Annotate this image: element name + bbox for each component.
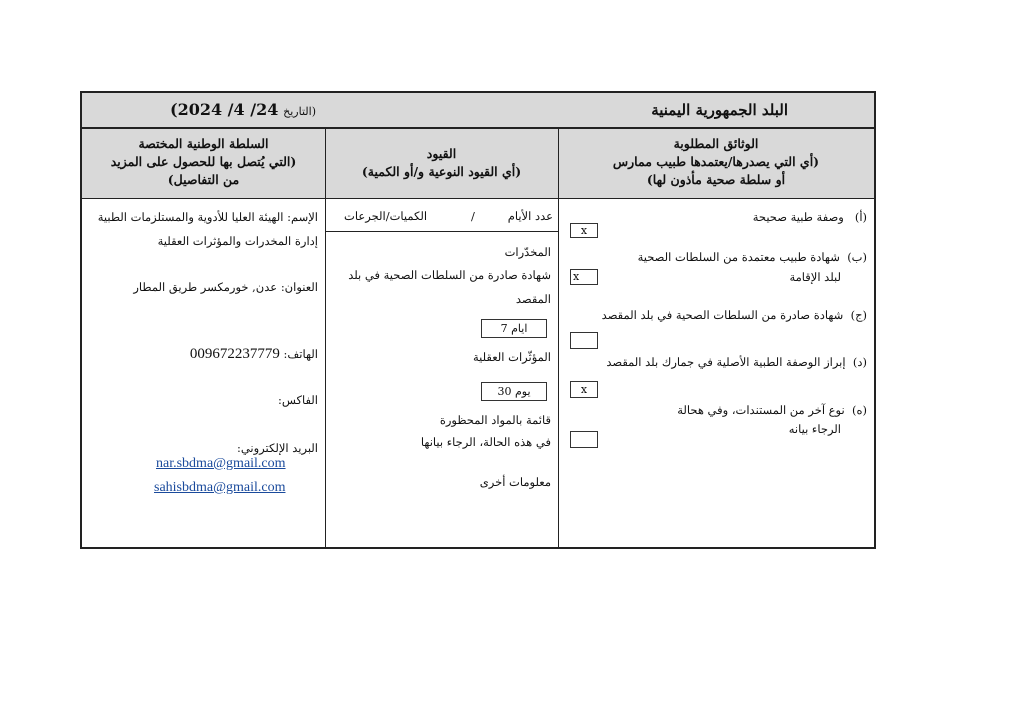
doc-item-e-line2: الرجاء بيانه [788, 422, 841, 436]
address-label: العنوان: [280, 280, 318, 294]
email-link-2[interactable]: sahisbdma@gmail.com [154, 480, 286, 495]
days-label: عدد الأيام [507, 209, 553, 223]
doc-text: نوع آخر من المستندات، وفي هحالة [677, 403, 845, 417]
authority-column-header [82, 129, 325, 199]
doc-label: (ب) [847, 250, 867, 264]
name-label: الإسم: [287, 210, 318, 224]
checkbox-b[interactable]: x [570, 269, 598, 285]
doc-text: إبراز الوصفة الطبية الأصلية في جمارك بلد المقصد [606, 355, 846, 369]
doc-item-b-line2: لبلد الإقامة [789, 270, 841, 284]
authority-subtitle-2: من التفاصيل) [167, 172, 240, 187]
authority-dept: إدارة المخدرات والمؤثرات العقلية [157, 234, 318, 248]
country-label: البلد الجمهورية اليمنية [651, 101, 788, 119]
doc-item-c [602, 308, 867, 322]
documents-subtitle-2: أو سلطة صحية مأذون لها) [646, 172, 786, 187]
doc-label: (ه) [852, 403, 867, 417]
authority-name [98, 210, 318, 224]
email-label: البريد الإلكتروني: [236, 441, 318, 455]
checkbox-d[interactable]: x [570, 381, 598, 398]
doc-item-b [638, 250, 867, 264]
phone-value: 009672237779 [189, 346, 280, 362]
authority-subtitle-1: (التي يُتصل بها للحصول على المزيد [110, 154, 297, 169]
narcotics-label: المخدّرات [504, 245, 551, 259]
separator: / [470, 209, 475, 223]
date-prefix: (التاريخ [283, 105, 316, 118]
doc-text: شهادة طبيب معتمدة من السلطات الصحية [637, 250, 840, 264]
checkbox-a[interactable]: x [570, 223, 598, 238]
date-label [170, 100, 316, 119]
authority-phone [190, 346, 318, 363]
checkbox-c[interactable] [570, 332, 598, 349]
column-divider [558, 129, 559, 547]
restrictions-subtitle: (أي القيود النوعية و/أو الكمية) [361, 164, 522, 179]
doc-item-a [753, 210, 867, 224]
date-value: 24/ 4/ 2024) [170, 100, 279, 119]
doc-label: (ج) [850, 308, 867, 322]
narcotics-days-value: 7 ايام [500, 322, 528, 335]
doc-label: (د) [852, 355, 867, 369]
cert-line-2: المقصد [515, 292, 551, 306]
restrictions-subheader [331, 209, 553, 223]
narcotics-days-box[interactable] [481, 319, 547, 338]
documents-title: الوثائق المطلوبة [673, 136, 759, 151]
other-info-label: معلومات أخرى [479, 475, 551, 489]
doc-text: وصفة طبية صحيحة [752, 210, 844, 224]
documents-subtitle-1: (أي التي يصدرها/يعتمدها طبيب ممارس [612, 154, 820, 169]
authority-address [133, 280, 318, 294]
address-value: عدن, خورمكسر طريق المطار [133, 280, 278, 294]
checkbox-e[interactable] [570, 431, 598, 448]
subheader-divider [326, 231, 558, 232]
psychotropics-label: المؤثّرات العقلية [472, 350, 551, 364]
quantities-label: الكميات/الجرعات [344, 209, 428, 223]
doc-item-d [606, 355, 867, 369]
email-link-1[interactable]: nar.sbdma@gmail.com [156, 456, 286, 471]
doc-label: (أ) [854, 210, 867, 224]
doc-text: شهادة صادرة من السلطات الصحية في بلد المقصد [601, 308, 844, 322]
restrictions-column-header [325, 129, 558, 199]
doc-item-e [677, 403, 867, 417]
documents-column-header [558, 129, 874, 199]
table-header [82, 93, 874, 129]
authority-fax: الفاكس: [277, 393, 318, 407]
authority-title: السلطة الوطنية المختصة [138, 136, 269, 151]
documents-table [80, 91, 876, 549]
prohibited-list-label: قائمة بالمواد المحظورة [439, 413, 551, 427]
if-case-label: في هذه الحالة، الرجاء بيانها [420, 435, 551, 449]
phone-label: الهاتف: [283, 347, 318, 361]
cert-line-1: شهادة صادرة من السلطات الصحية في بلد [348, 268, 551, 282]
psychotropics-days-box[interactable] [481, 382, 547, 401]
psychotropics-days-value: 30 يوم [497, 385, 531, 398]
restrictions-title: القيود [426, 146, 457, 161]
name-value: الهيئة العليا للأدوية والمستلزمات الطبية [97, 210, 284, 224]
column-divider [325, 129, 326, 547]
